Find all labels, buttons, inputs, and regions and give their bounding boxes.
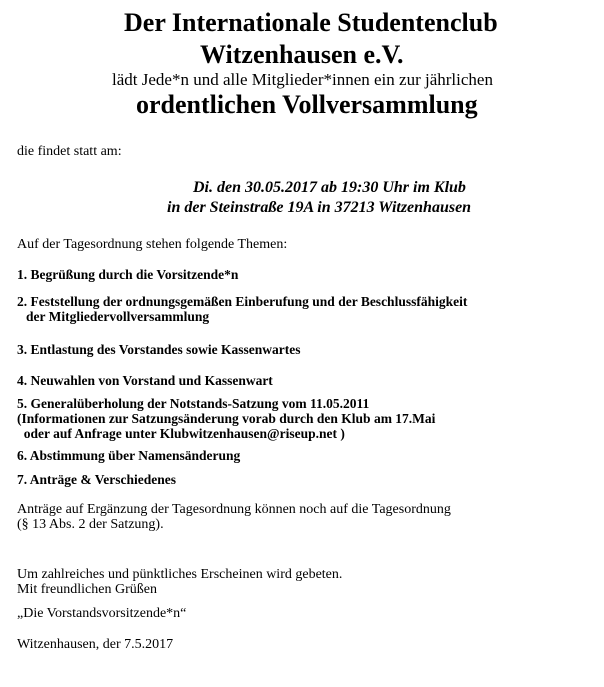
meeting-name: ordentlichen Vollversammlung (136, 90, 478, 119)
place-date: Witzenhausen, der 7.5.2017 (17, 637, 174, 652)
event-line-2: in der Steinstraße 19A in 37213 Witzenhausen (167, 199, 472, 216)
event-line-1: Di. den 30.05.2017 ab 19:30 Uhr im Klub (193, 179, 466, 196)
signature: „Die Vorstandsvorsitzende*n“ (17, 606, 187, 621)
agenda-item-4: 4. Neuwahlen von Vorstand und Kassenwart (17, 373, 273, 388)
agenda-item-5-cont-1: (Informationen zur Satzungsänderung vorab durch den Klub am 17.Mai (17, 411, 436, 426)
agenda-item-7: 7. Anträge & Verschiedenes (17, 472, 176, 487)
note-line-2: (§ 13 Abs. 2 der Satzung). (17, 517, 164, 532)
agenda-item-5: 5. Generalüberholung der Notstands-Satzung vom 11.05.2011 (17, 396, 370, 411)
agenda-item-2: 2. Feststellung der ordnungsgemäßen Einberufung und der Beschlussfähigkeit (17, 294, 468, 309)
agenda-item-2-cont: der Mitgliedervollversammlung (26, 309, 210, 324)
closing-line-1: Um zahlreiches und pünktliches Erscheinen wird gebeten. (17, 567, 343, 582)
agenda-item-3: 3. Entlastung des Vorstandes sowie Kassenwartes (17, 342, 301, 357)
title-line-1: Der Internationale Studentenclub (124, 8, 498, 37)
agenda-intro: Auf der Tagesordnung stehen folgende Themen: (17, 237, 288, 252)
note-line-1: Anträge auf Ergänzung der Tagesordnung können noch auf die Tagesordnung (17, 502, 451, 517)
agenda-item-5-cont-2: oder auf Anfrage unter Klubwitzenhausen@riseup.net ) (17, 426, 345, 441)
agenda-item-6: 6. Abstimmung über Namensänderung (17, 448, 241, 463)
intro-text: die findet statt am: (17, 144, 122, 159)
title-line-2: Witzenhausen e.V. (200, 40, 404, 69)
invite-line: lädt Jede*n und alle Mitglieder*innen ein zur jährlichen (112, 70, 493, 89)
closing-line-2: Mit freundlichen Grüßen (17, 582, 157, 597)
agenda-item-1: 1. Begrüßung durch die Vorsitzende*n (17, 267, 239, 282)
